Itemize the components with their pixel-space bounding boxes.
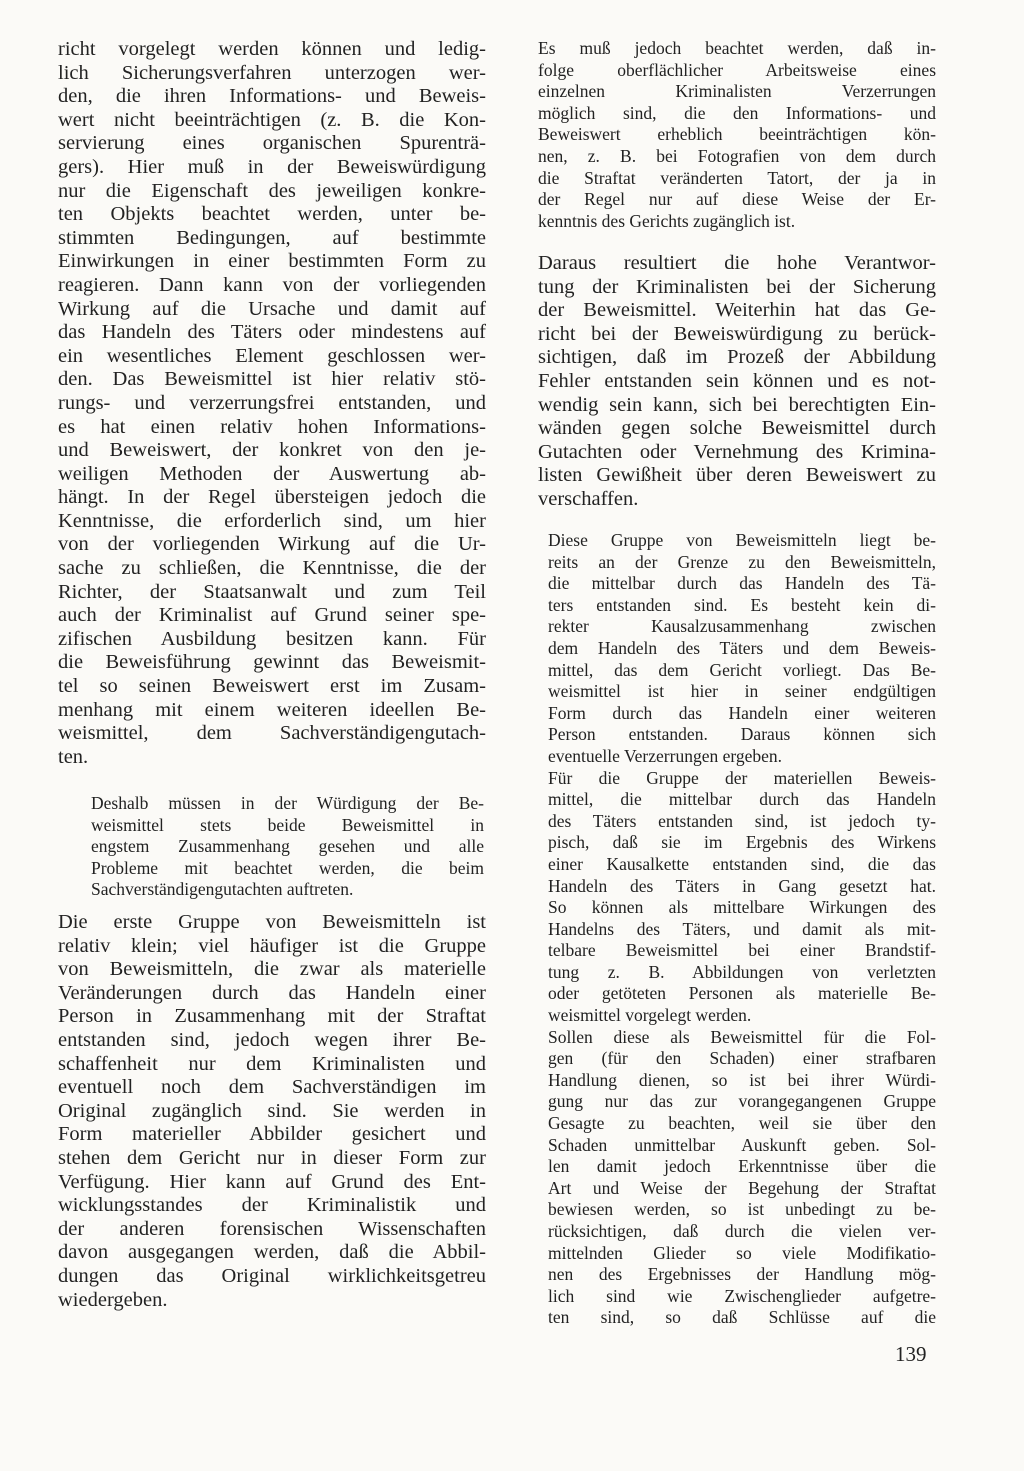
- text-line: weiligen Methoden der Auswertung ab-: [58, 462, 486, 485]
- text-line: Art und Weise der Begehung der Straftat: [548, 1177, 936, 1198]
- text-line: listen Gewißheit über deren Beweiswert zu: [538, 464, 936, 487]
- text-line: den. Das Beweismittel ist hier relativ stö-: [58, 368, 486, 391]
- text-line: dungen das Original wirklichkeitsgetreu: [58, 1264, 486, 1287]
- text-line: Handeln des Täters in Gang gesetzt hat.: [548, 875, 936, 896]
- text-line: relativ klein; viel häufiger ist die Gruppe: [58, 934, 486, 957]
- text-line: hängt. In der Regel übersteigen jedoch die: [58, 486, 486, 509]
- text-line: Sollen diese als Beweismittel für die Fol-: [548, 1026, 936, 1047]
- text-line: Verfügung. Hier kann auf Grund des Ent-: [58, 1170, 486, 1193]
- text-line: möglich sind, die den Informations- und: [538, 102, 936, 123]
- text-line: gung nur das zur vorangegangenen Gruppe: [548, 1091, 936, 1112]
- text-line: Form durch das Handeln einer weiteren: [548, 702, 936, 723]
- text-line: die Straftat veränderten Tatort, der ja in: [538, 167, 936, 188]
- text-line: gers). Hier muß in der Beweiswürdigung: [58, 155, 486, 178]
- text-line: eventuell noch dem Sachverständigen im: [58, 1076, 486, 1099]
- text-line: Es muß jedoch beachtet werden, daß in-: [538, 38, 936, 58]
- text-line: die mittelbar durch das Handeln des Tä-: [548, 573, 936, 594]
- text-line: wicklungsstandes der Kriminalistik und: [58, 1194, 486, 1217]
- text-line: ten.: [58, 745, 89, 768]
- text-line: der anderen forensischen Wissenschaften: [58, 1217, 486, 1240]
- text-line: dem Handeln des Täters und dem Beweis-: [548, 637, 936, 658]
- text-line: Beweiswert erheblich beeinträchtigen kön-: [538, 124, 936, 145]
- text-line: Sachverständigengutachten auftreten.: [91, 879, 354, 900]
- text-line: mittel, die mittelbar durch das Handeln: [548, 789, 936, 810]
- text-line: des Täters entstanden sind, ist jedoch ty-: [548, 810, 936, 831]
- text-line: Daraus resultiert die hohe Verantwor-: [538, 252, 936, 274]
- text-line: einzelnen Kriminalisten Verzerrungen: [538, 81, 936, 102]
- text-line: ein wesentliches Element geschlossen wer-: [58, 344, 486, 367]
- text-line: davon ausgegangen werden, daß die Abbil-: [58, 1241, 486, 1264]
- left-column-top: [58, 38, 486, 769]
- left-column-bottom: [58, 911, 486, 1312]
- text-line: weismittel ist hier in seiner endgültigen: [548, 681, 936, 702]
- text-line: Form materieller Abbilder gesichert und: [58, 1123, 486, 1146]
- text-line: Person entstanden. Daraus können sich: [548, 724, 936, 745]
- text-line: ten sind, so daß Schlüsse auf die: [548, 1307, 936, 1328]
- text-line: folge oberflächlicher Arbeitsweise eines: [538, 59, 936, 80]
- text-line: einer Kausalkette entstanden sind, die das: [548, 853, 936, 874]
- text-line: Einwirkungen in einer bestimmten Form zu: [58, 250, 486, 273]
- text-line: servierung eines organischen Spurenträ-: [58, 132, 486, 155]
- text-line: Original zugänglich sind. Sie werden in: [58, 1099, 486, 1122]
- text-line: lich sind wie Zwischenglieder aufgetre-: [548, 1285, 936, 1306]
- text-line: entstanden sind, jedoch wegen ihrer Be-: [58, 1028, 486, 1051]
- text-line: Handelns des Täters, und damit als mit-: [548, 918, 936, 939]
- text-line: pisch, daß sie im Ergebnis des Wirkens: [548, 832, 936, 853]
- text-line: Kenntnisse, die erforderlich sind, um hier: [58, 509, 486, 532]
- text-line: Gesagte zu beachten, weil sie über den: [548, 1113, 936, 1134]
- text-line: der Beweismittel. Weiterhin hat das Ge-: [538, 299, 936, 322]
- text-line: verschaffen.: [538, 487, 639, 510]
- text-line: So können als mittelbare Wirkungen des: [548, 897, 936, 918]
- text-line: len damit jedoch Erkenntnisse über die: [548, 1156, 936, 1177]
- text-line: die Beweisführung gewinnt das Beweismit-: [58, 651, 486, 674]
- text-line: tung der Kriminalisten bei der Sicherung: [538, 275, 936, 298]
- text-line: tel so seinen Beweiswert erst im Zusam-: [58, 675, 486, 698]
- right-column-top: [538, 38, 936, 232]
- text-line: telbare Beweismittel bei einer Brandstif-: [548, 940, 936, 961]
- text-line: oder getöteten Personen als materielle Be-: [548, 983, 936, 1004]
- text-line: ten Objekts beachtet werden, unter be-: [58, 203, 486, 226]
- text-line: Probleme mit beachtet werden, die beim: [91, 857, 484, 878]
- text-line: Fehler entstanden sein können und es not-: [538, 369, 936, 392]
- text-line: wendig sein kann, sich bei berechtigten Ein-: [538, 393, 936, 416]
- text-line: Die erste Gruppe von Beweismitteln ist: [58, 911, 486, 933]
- text-line: wiedergeben.: [58, 1288, 168, 1311]
- right-column-middle: [538, 252, 936, 512]
- text-line: stimmten Bedingungen, auf bestimmte: [58, 226, 486, 249]
- text-line: das Handeln des Täters oder mindestens auf: [58, 321, 486, 344]
- left-column-note: [91, 793, 484, 901]
- text-line: es hat einen relativ hohen Informations-: [58, 415, 486, 438]
- text-line: nen des Ergebnisses der Handlung mög-: [548, 1264, 936, 1285]
- text-line: reits an der Grenze zu den Beweismitteln,: [548, 551, 936, 572]
- text-line: stehen dem Gericht nur in dieser Form zur: [58, 1146, 486, 1169]
- text-line: zifischen Ausbildung besitzen kann. Für: [58, 627, 486, 650]
- text-line: gen (für den Schaden) einer strafbaren: [548, 1048, 936, 1069]
- text-line: reagieren. Dann kann von der vorliegenden: [58, 273, 486, 296]
- text-line: weismittel vorgelegt werden.: [548, 1005, 752, 1026]
- text-line: Für die Gruppe der materiellen Beweis-: [548, 767, 936, 788]
- text-line: engstem Zusammenhang gesehen und alle: [91, 836, 484, 857]
- text-line: Veränderungen durch das Handeln einer: [58, 981, 486, 1004]
- text-line: der Regel nur auf diese Weise der Er-: [538, 189, 936, 210]
- text-line: rekter Kausalzusammenhang zwischen: [548, 616, 936, 637]
- text-line: von der vorliegenden Wirkung auf die Ur-: [58, 533, 486, 556]
- text-line: wänden gegen solche Beweismittel durch: [538, 417, 936, 440]
- text-line: bewiesen werden, so ist unbedingt zu be-: [548, 1199, 936, 1220]
- text-line: Gutachten oder Vernehmung des Krimina-: [538, 440, 936, 463]
- text-line: Person in Zusammenhang mit der Straftat: [58, 1005, 486, 1028]
- text-line: rungs- und verzerrungsfrei entstanden, und: [58, 391, 486, 414]
- text-line: Deshalb müssen in der Würdigung der Be-: [91, 793, 484, 813]
- text-line: richt bei der Beweiswürdigung zu berück-: [538, 322, 936, 345]
- text-line: sichtigen, daß im Prozeß der Abbildung: [538, 346, 936, 369]
- text-line: ters entstanden sind. Es besteht kein di-: [548, 594, 936, 615]
- text-line: weismittel stets beide Beweismittel in: [91, 814, 484, 835]
- text-line: tung z. B. Abbildungen von verletzten: [548, 961, 936, 982]
- text-line: den, die ihren Informations- und Beweis-: [58, 85, 486, 108]
- text-line: Handlung dienen, so ist bei ihrer Würdi-: [548, 1069, 936, 1090]
- text-line: mittel, das dem Gericht vorliegt. Das Be-: [548, 659, 936, 680]
- text-line: wert nicht beeinträchtigen (z. B. die Kon-: [58, 108, 486, 131]
- text-line: nur die Eigenschaft des jeweiligen konkre-: [58, 179, 486, 202]
- right-column-bottom: [548, 530, 936, 1329]
- text-line: Richter, der Staatsanwalt und zum Teil: [58, 580, 486, 603]
- text-line: schaffenheit nur dem Kriminalisten und: [58, 1052, 486, 1075]
- text-line: sache zu schließen, die Kenntnisse, die der: [58, 557, 486, 580]
- text-line: mittelnden Glieder so viele Modifikatio-: [548, 1242, 936, 1263]
- text-line: lich Sicherungsverfahren unterzogen wer-: [58, 61, 486, 84]
- text-line: kenntnis des Gerichts zugänglich ist.: [538, 210, 796, 231]
- text-line: und Beweiswert, der konkret von den je-: [58, 439, 486, 462]
- text-line: von Beweismitteln, die zwar als materielle: [58, 958, 486, 981]
- text-line: weismittel, dem Sachverständigengutach-: [58, 722, 486, 745]
- text-line: Schaden unmittelbar Auskunft geben. Sol-: [548, 1134, 936, 1155]
- text-line: eventuelle Verzerrungen ergeben.: [548, 745, 783, 766]
- text-line: menhang mit einem weiteren ideellen Be-: [58, 698, 486, 721]
- text-line: Diese Gruppe von Beweismitteln liegt be-: [548, 530, 936, 550]
- text-line: auch der Kriminalist auf Grund seiner spe-: [58, 604, 486, 627]
- page-number: 139: [895, 1342, 927, 1366]
- text-line: richt vorgelegt werden können und ledig-: [58, 38, 486, 60]
- text-line: Wirkung auf die Ursache und damit auf: [58, 297, 486, 320]
- text-line: nen, z. B. bei Fotografien von dem durch: [538, 145, 936, 166]
- text-line: rücksichtigen, daß durch die vielen ver-: [548, 1221, 936, 1241]
